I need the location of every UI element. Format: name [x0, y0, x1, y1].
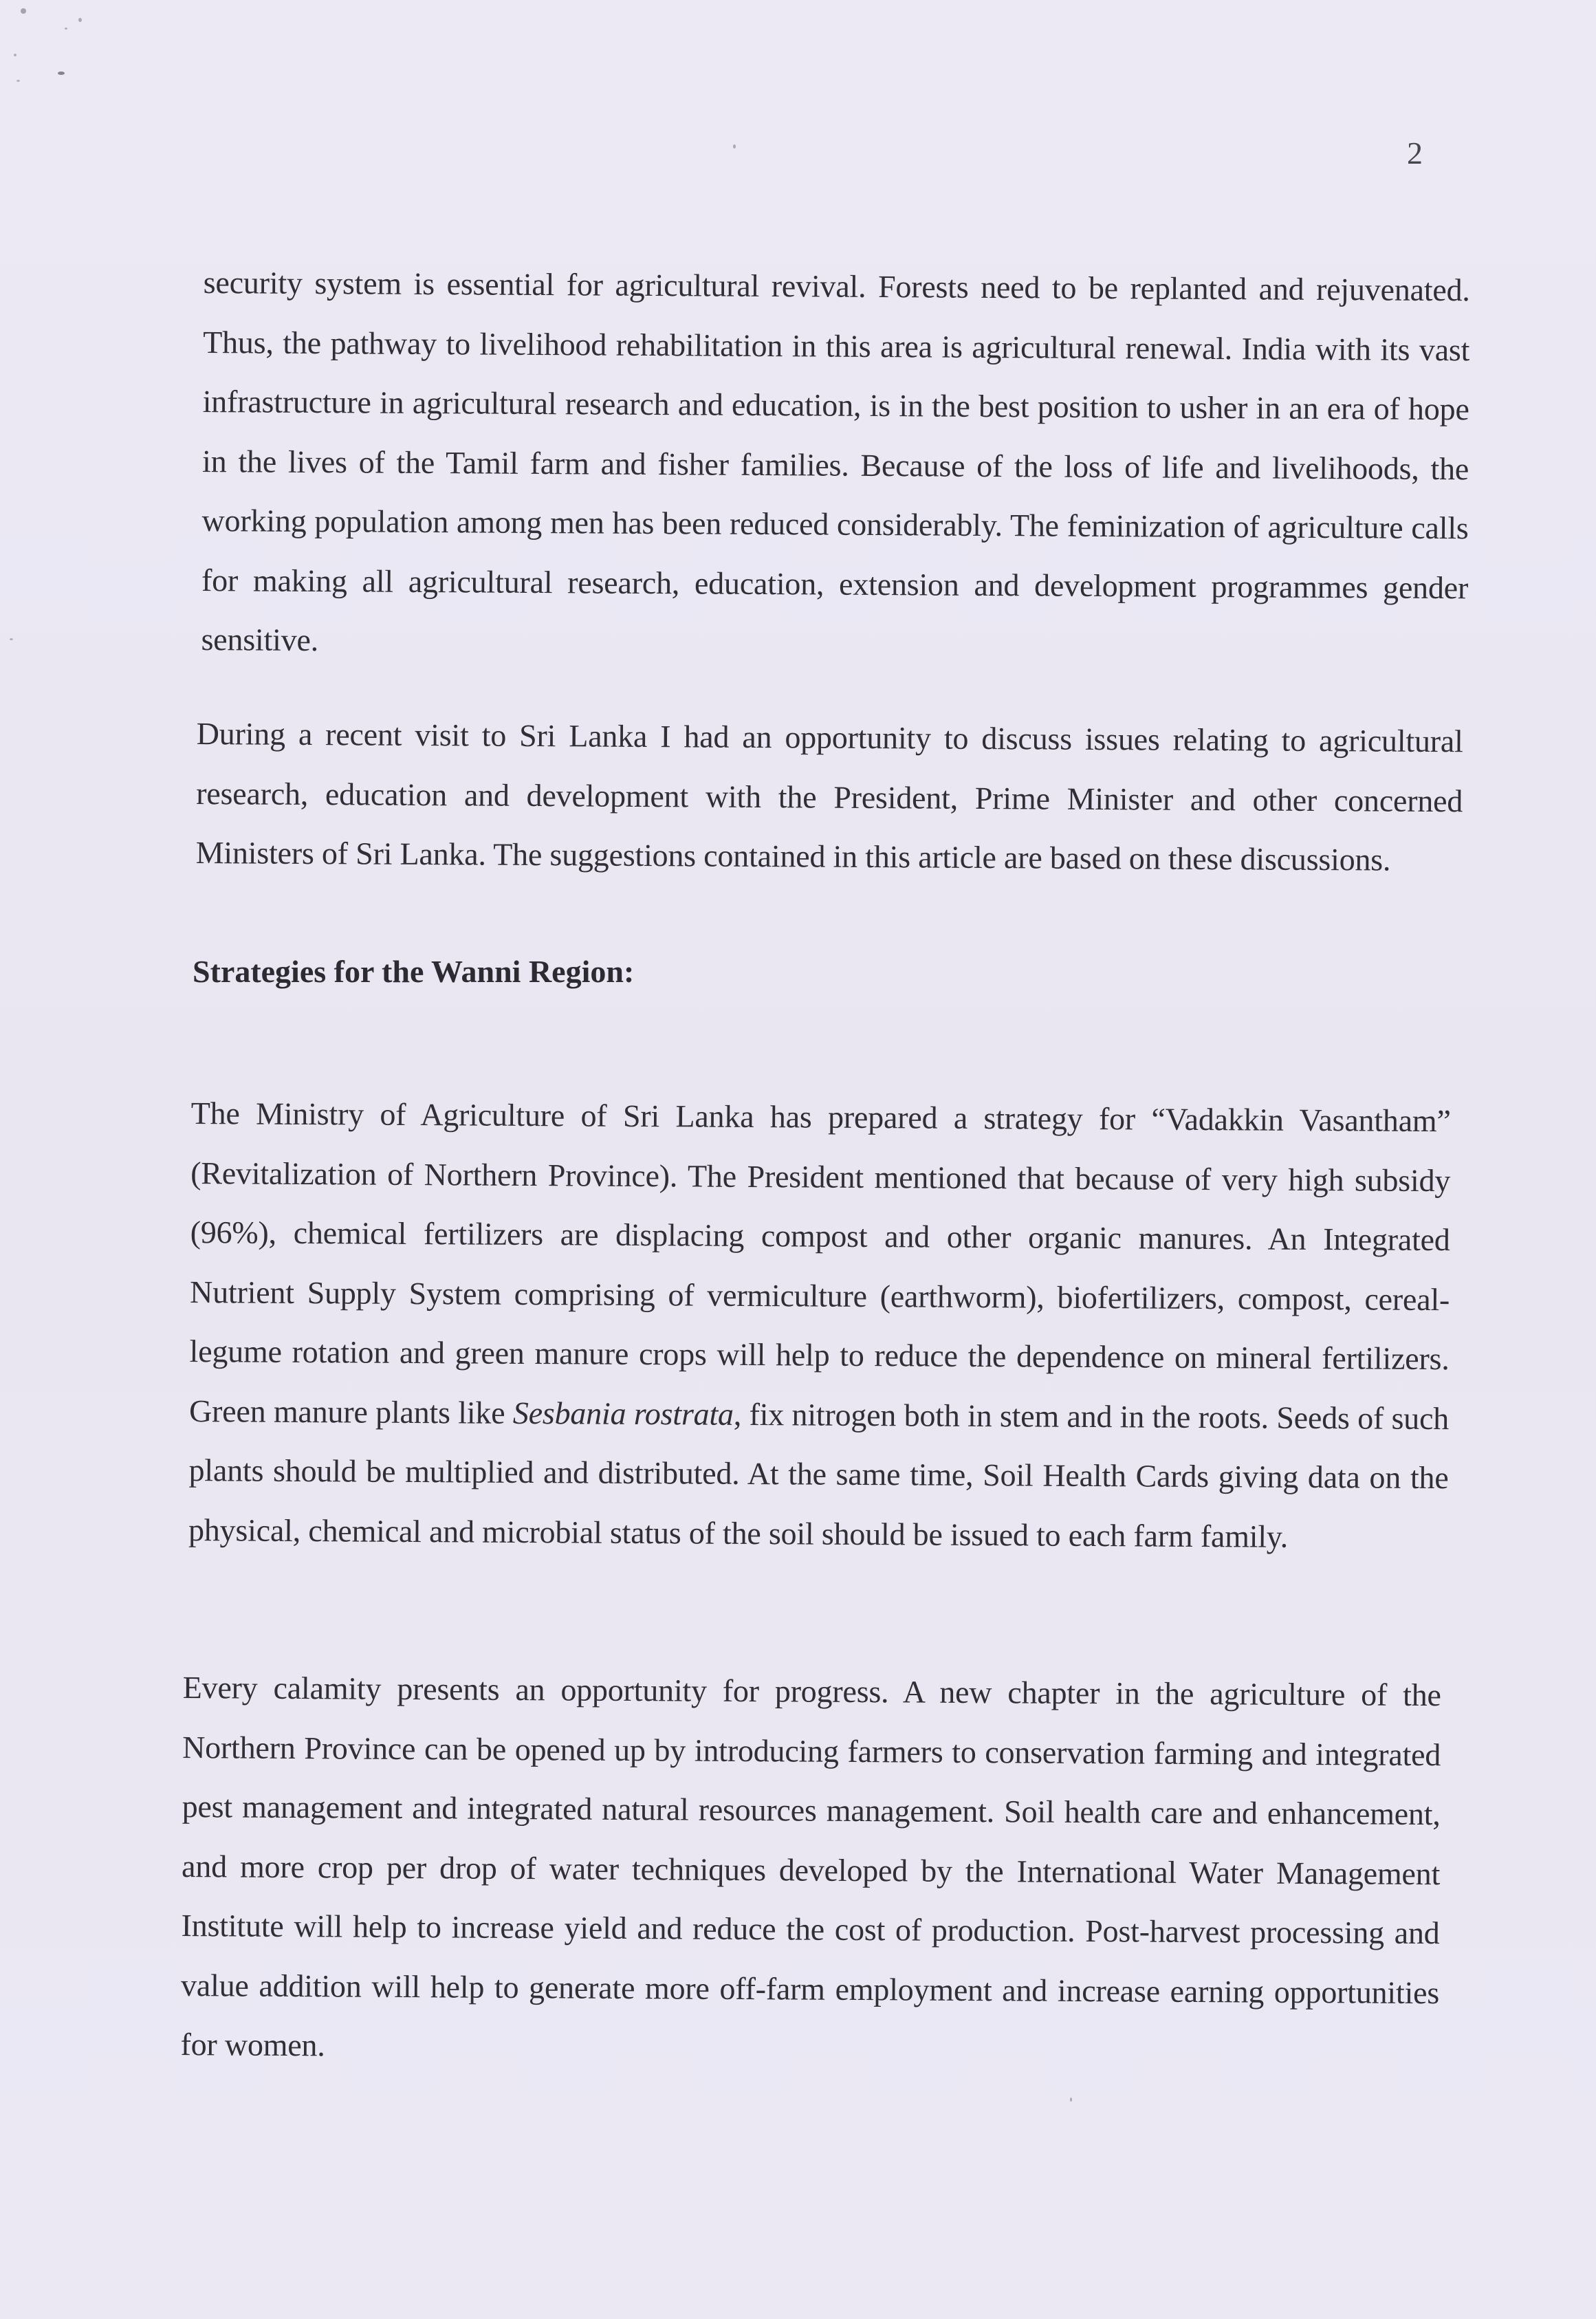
paragraph-text: The Ministry of Agriculture of Sri Lanka has prepared a strategy for “Vadakkin Vasantham” (Revitalization of Northern Province). The President mentioned that because of very high subsidy (96%), chemical fertilizers are displacing compost and other organic manures. An Integrated Nutrient Supply System comprising of vermiculture (earthworm), biofertilizers, compost, cereal-legume rotation and green manure crops will help to reduce the dependence on mineral fertilizers. Green manure plants like [188, 1095, 1451, 1430]
paragraph-sri-lanka-visit: During a recent visit to Sri Lanka I had an opportunity to discuss issues relating to agricultural research, education and development with the President, Prime Minister and other concerned Ministers of Sri Lanka. The suggestions contained in this article are based on these discussions. [195, 715, 1463, 878]
scan-speck [733, 144, 736, 149]
paragraph-vadakkin-vasantham-strategy [188, 1084, 1451, 1567]
scan-speck [1070, 2098, 1072, 2102]
page-number: 2 [1407, 135, 1423, 171]
scan-speck [78, 18, 82, 22]
section-heading: Strategies for the Wanni Region: [193, 954, 635, 989]
species-name-italic: Sesbania rostrata [512, 1395, 734, 1432]
scan-speck [21, 8, 26, 14]
scan-speck [65, 28, 67, 30]
scan-speck [14, 54, 17, 56]
scan-speck [17, 80, 20, 82]
scan-speck [10, 638, 13, 640]
paragraph-livelihood-rehabilitation: security system is essential for agricultural revival. Forests need to be replanted and rejuvenated. Thus, the pathway to livelihood rehabilitation in this area is agricultural renewal. India with its vast infrastructure in agricultural research and education, is in the best position to usher in an era of hope in the lives of the Tamil farm and fisher families. Because of the loss of life and livelihoods, the working population among men has been reduced considerably. The feminization of agriculture calls for making all agricultural research, education, extension and development programmes gender sensitive. [201, 264, 1470, 658]
paragraph-text: , fix nitrogen both in stem and in the roots. Seeds of such plants should be multiplied and distributed. At the same time, Soil Health Cards giving data on the physical, chemical and microbial status of the soil should be issued to each farm family. [188, 1396, 1450, 1554]
scan-speck [58, 72, 65, 75]
paragraph-calamity-opportunity: Every calamity presents an opportunity for progress. A new chapter in the agriculture of the Northern Province can be opened up by introducing farmers to conservation farming and integrated pest management and integrated natural resources management. Soil health care and enhancement, and more crop per drop of water techniques developed by the International Water Management Institute will help to increase yield and reduce the cost of production. Post-harvest processing and value addition will help to generate more off-farm employment and increase earning opportunities for women. [180, 1669, 1441, 2063]
